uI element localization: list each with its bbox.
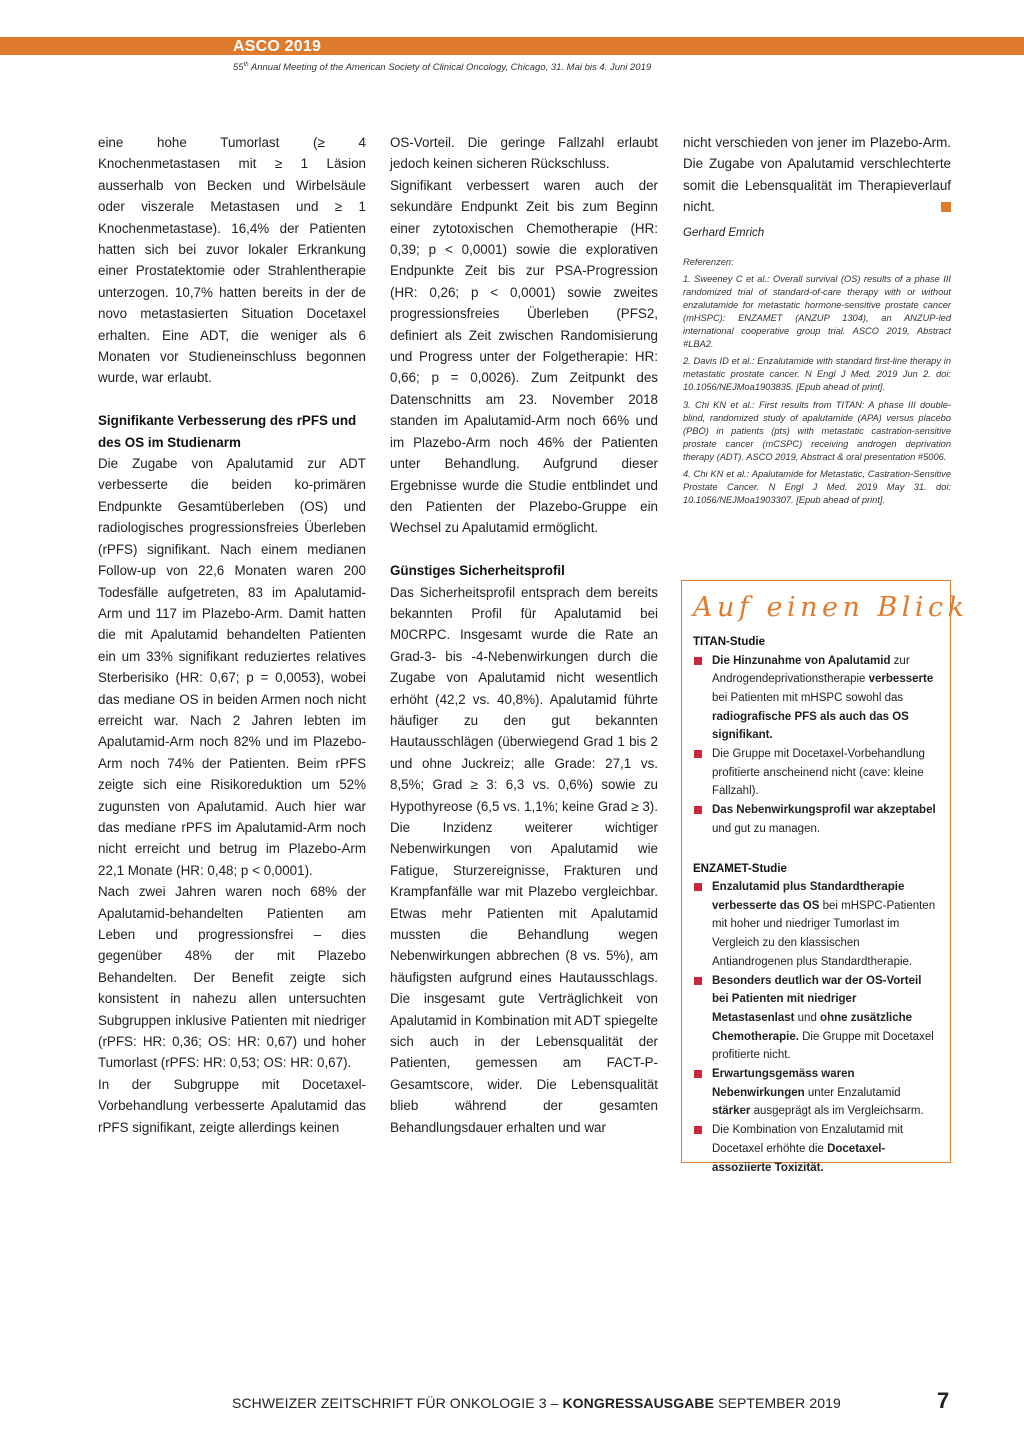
list-item: Das Nebenwirkungsprofil war akzeptabel und gut zu managen. — [693, 801, 938, 838]
list-item: Die Kombination von Enzalutamid mit Docetaxel erhöhte die Docetaxel-assoziierte Toxizität. — [693, 1121, 938, 1177]
author: Gerhard Emrich — [683, 226, 765, 239]
reference-item: 3. Chi KN et al.: First results from TITAN: A phase III double-blind, randomized study of apalutamide (APA) versus placebo (PBO) in patients (pts) with metastatic castration-sensitive prostate cancer (mCSPC) receiving androgen deprivation therapy (ADT). ASCO 2019, Abstract & oral presentation #5006. — [683, 399, 951, 462]
reference-item: 2. Davis ID et al.: Enzalutamide with standard first-line therapy in metastatic prostate cancer. N Engl J Med. 2019 Jun 2. doi: 10.1056/NEJMoa1903835. [Epub ahead of print]. — [683, 356, 951, 393]
list-item: Besonders deutlich war der OS-Vorteil bei Patienten mit niedriger Metastasenlast und ohne zusätzliche Chemotherapie. Die Gruppe mit Docetaxel profitierte nicht. — [693, 972, 938, 1066]
header-bar — [0, 37, 1024, 55]
enzamet-heading: ENZAMET-Studie — [693, 862, 787, 875]
list-item: Die Gruppe mit Docetaxel-Vorbehandlung profitierte anscheinend nicht (cave: kleine Fallzahl). — [693, 745, 938, 801]
enzamet-list — [693, 878, 938, 1177]
header-title: ASCO 2019 — [233, 38, 322, 55]
list-item: Erwartungsgemäss waren Nebenwirkungen unter Enzalutamid stärker ausgeprägt als im Vergleichsarm. — [693, 1065, 938, 1121]
at-a-glance-title: Auf einen Blick — [693, 592, 969, 623]
paragraph: Die Zugabe von Apalutamid zur ADT verbesserte die beiden ko-primären Endpunkte Gesamtüberleben (OS) und radiologisches progressionsfreies Überleben (rPFS) signifikant. Nach einem medianen Follow-up von 22,6 Monaten waren 200 Todesfälle aufgetreten, 83 im Apalutamid-Arm und 117 im Plazebo-Arm. Damit hatten die mit Apalutamid behandelten Patienten ein um 33% signifikant reduziertes relatives Sterberisiko (HR: 0,67; p = 0,0053), wobei das mediane OS in beiden Armen noch nicht erreicht war. Nach 2 Jahren lebten im Apalutamid-Arm noch 82% und im Plazebo-Arm noch 74% der Patienten. Beim rPFS zeigte sich eine Risikoreduktion um 52% zugunsten von Apalutamid. Auch hier war das mediane rPFS im Apalutamid-Arm noch nicht erreicht und betrug im Plazebo-Arm 22,1 Monate (HR: 0,48; p < 0,0001). — [98, 456, 366, 878]
bullet-square-icon — [694, 977, 702, 985]
column-3 — [683, 132, 951, 511]
titan-heading: TITAN-Studie — [693, 636, 765, 648]
section-heading: Günstiges Sicherheitsprofil — [390, 563, 565, 579]
bullet-square-icon — [694, 657, 702, 665]
bullet-square-icon — [694, 750, 702, 758]
list-item: Enzalutamid plus Standardtherapie verbesserte das OS bei mHSPC-Patienten mit hoher und niedriger Tumorlast im Vergleich zu den klassischen Antiandrogenen plus Standardtherapie. — [693, 878, 938, 972]
at-a-glance-box — [681, 580, 969, 1174]
paragraph: OS-Vorteil. Die geringe Fallzahl erlaubt jedoch keinen sicheren Rückschluss. — [390, 135, 658, 172]
journal-footer: SCHWEIZER ZEITSCHRIFT FÜR ONKOLOGIE 3 – KONGRESSAUSGABE SEPTEMBER 2019 — [232, 1395, 841, 1411]
paragraph: Nach zwei Jahren waren noch 68% der Apalutamid-behandelten Patienten am Leben und progressionsfrei – dies gegenüber 48% der mit Plazebo Behandelten. Der Benefit zeigte sich konsistent in nahezu allen untersuchten Subgruppen inklusive Patienten mit niedriger (rPFS: HR: 0,36; OS: HR: 0,67) und hoher Tumorlast (rPFS: HR: 0,53; OS: HR: 0,67). — [98, 884, 366, 1071]
reference-item: 1. Sweeney C et al.: Overall survival (OS) results of a phase III randomized trial of standard-of-care therapy with or without enzalutamide for metastatic hormone-sensitive prostate cancer (mHSPC): ENZAMET (ANZUP 1304), an ANZUP-led international cooperative group trial. ASCO 2019, Abstract #LBA2. — [683, 273, 951, 350]
page-number: 7 — [937, 1388, 950, 1413]
references — [683, 256, 951, 508]
list-item: Die Hinzunahme von Apalutamid zur Androgendeprivationstherapie verbesserte bei Patienten mit mHSPC sowohl das radiografische PFS als auch das OS signifikant. — [693, 652, 938, 746]
section-heading: Signifikante Verbesserung des rPFS und des OS im Studienarm — [98, 413, 357, 450]
bullet-square-icon — [694, 806, 702, 814]
column-1 — [98, 132, 366, 1138]
end-of-article-icon — [941, 202, 951, 212]
titan-list — [693, 652, 938, 839]
bullet-square-icon — [694, 883, 702, 891]
paragraph: Signifikant verbessert waren auch der sekundäre Endpunkt Zeit bis zum Beginn einer zytotoxischen Chemotherapie (HR: 0,39; p < 0,0001) sowie die explorativen Endpunkte Zeit bis zur PSA-Progression (HR: 0,26; p < 0,0001) sowie zweites progressionsfreies Überleben (PFS2, definiert als Zeit zwischen Randomisierung und Progress unter der Folgetherapie: HR: 0,66; p = 0,0026). Zum Zeitpunkt des Datenschnitts am 23. November 2018 standen im Apalutamid-Arm noch 66% und im Plazebo-Arm noch 46% der Patienten unter Behandlung. Aufgrund dieser Ergebnisse wurde die Studie entblindet und den Patienten der Plazebo-Gruppe ein Wechsel zu Apalutamid ermöglicht. — [390, 177, 658, 536]
paragraph: eine hohe Tumorlast (≥ 4 Knochenmetastasen mit ≥ 1 Läsion ausserhalb von Becken und Wirbelsäule oder viszerale Metastasen und ≥ 1 Knochenmetastase). 16,4% der Patienten hatten sich bei zuvor lokaler Erkrankung einer Prostatektomie oder Strahlentherapie unterzogen. 10,7% hatten bereits in der de novo metastasierten Situation Docetaxel erhalten. Eine ADT, die weniger als 6 Monaten vor Studieneinschluss begonnen wurde, war erlaubt. — [98, 135, 366, 386]
paragraph: In der Subgruppe mit Docetaxel-Vorbehandlung verbesserte Apalutamid das rPFS signifikant, zeigte allerdings keinen — [98, 1076, 366, 1135]
header-subtitle: 55th Annual Meeting of the American Society of Clinical Oncology, Chicago, 31. Mai bis 4. Juni 2019 — [233, 62, 652, 74]
bullet-square-icon — [694, 1070, 702, 1078]
references-title: Referenzen: — [683, 256, 734, 267]
reference-item: 4. Chi KN et al.: Apalutamide for Metastatic, Castration-Sensitive Prostate Cancer. N Engl J Med. 2019 May 31. doi: 10.1056/NEJMoa1903307. [Epub ahead of print]. — [683, 469, 951, 506]
column-2 — [390, 132, 658, 1138]
paragraph: Das Sicherheitsprofil entsprach dem bereits bekannten Profil für Apalutamid bei M0CRPC. Insgesamt wurde die Rate an Grad-3- bis -4-Nebenwirkungen durch die Zugabe von Apalutamid nicht wesentlich erhöht (42,2 vs. 40,8%). Apalutamid führte häufiger zu den gut bekannten Hautausschlägen (überwiegend Grad 1 bis 2 und ohne Juckreiz; alle Grade: 27,1 vs. 8,5%; Grad ≥ 3: 6,3 vs. 0,6%) sowie zu Hypothyreose (6,5 vs. 1,1%; keine Grad ≥ 3). Die Inzidenz weiterer wichtiger Nebenwirkungen von Apalutamid wie Fatigue, Sturzereignisse, Frakturen und Krampfanfälle war mit Plazebo vergleichbar. Etwas mehr Patienten mit Apalutamid mussten die Behandlung wegen Nebenwirkungen abbrechen (8 vs. 5%), am häufigsten aufgrund eines Hautausschlags. Die insgesamt gute Verträglichkeit von Apalutamid in Kombination mit ADT spiegelte sich auch in der Lebensqualität der Patienten, gemessen am FACT-P-Gesamtscore, wider. Die Lebensqualität blieb während der gesamten Behandlungsdauer erhalten und war — [390, 584, 658, 1135]
bullet-square-icon — [694, 1126, 702, 1134]
paragraph: nicht verschieden von jener im Plazebo-Arm. Die Zugabe von Apalutamid verschlechterte somit die Lebensqualität im Therapieverlauf nicht. — [683, 135, 951, 215]
